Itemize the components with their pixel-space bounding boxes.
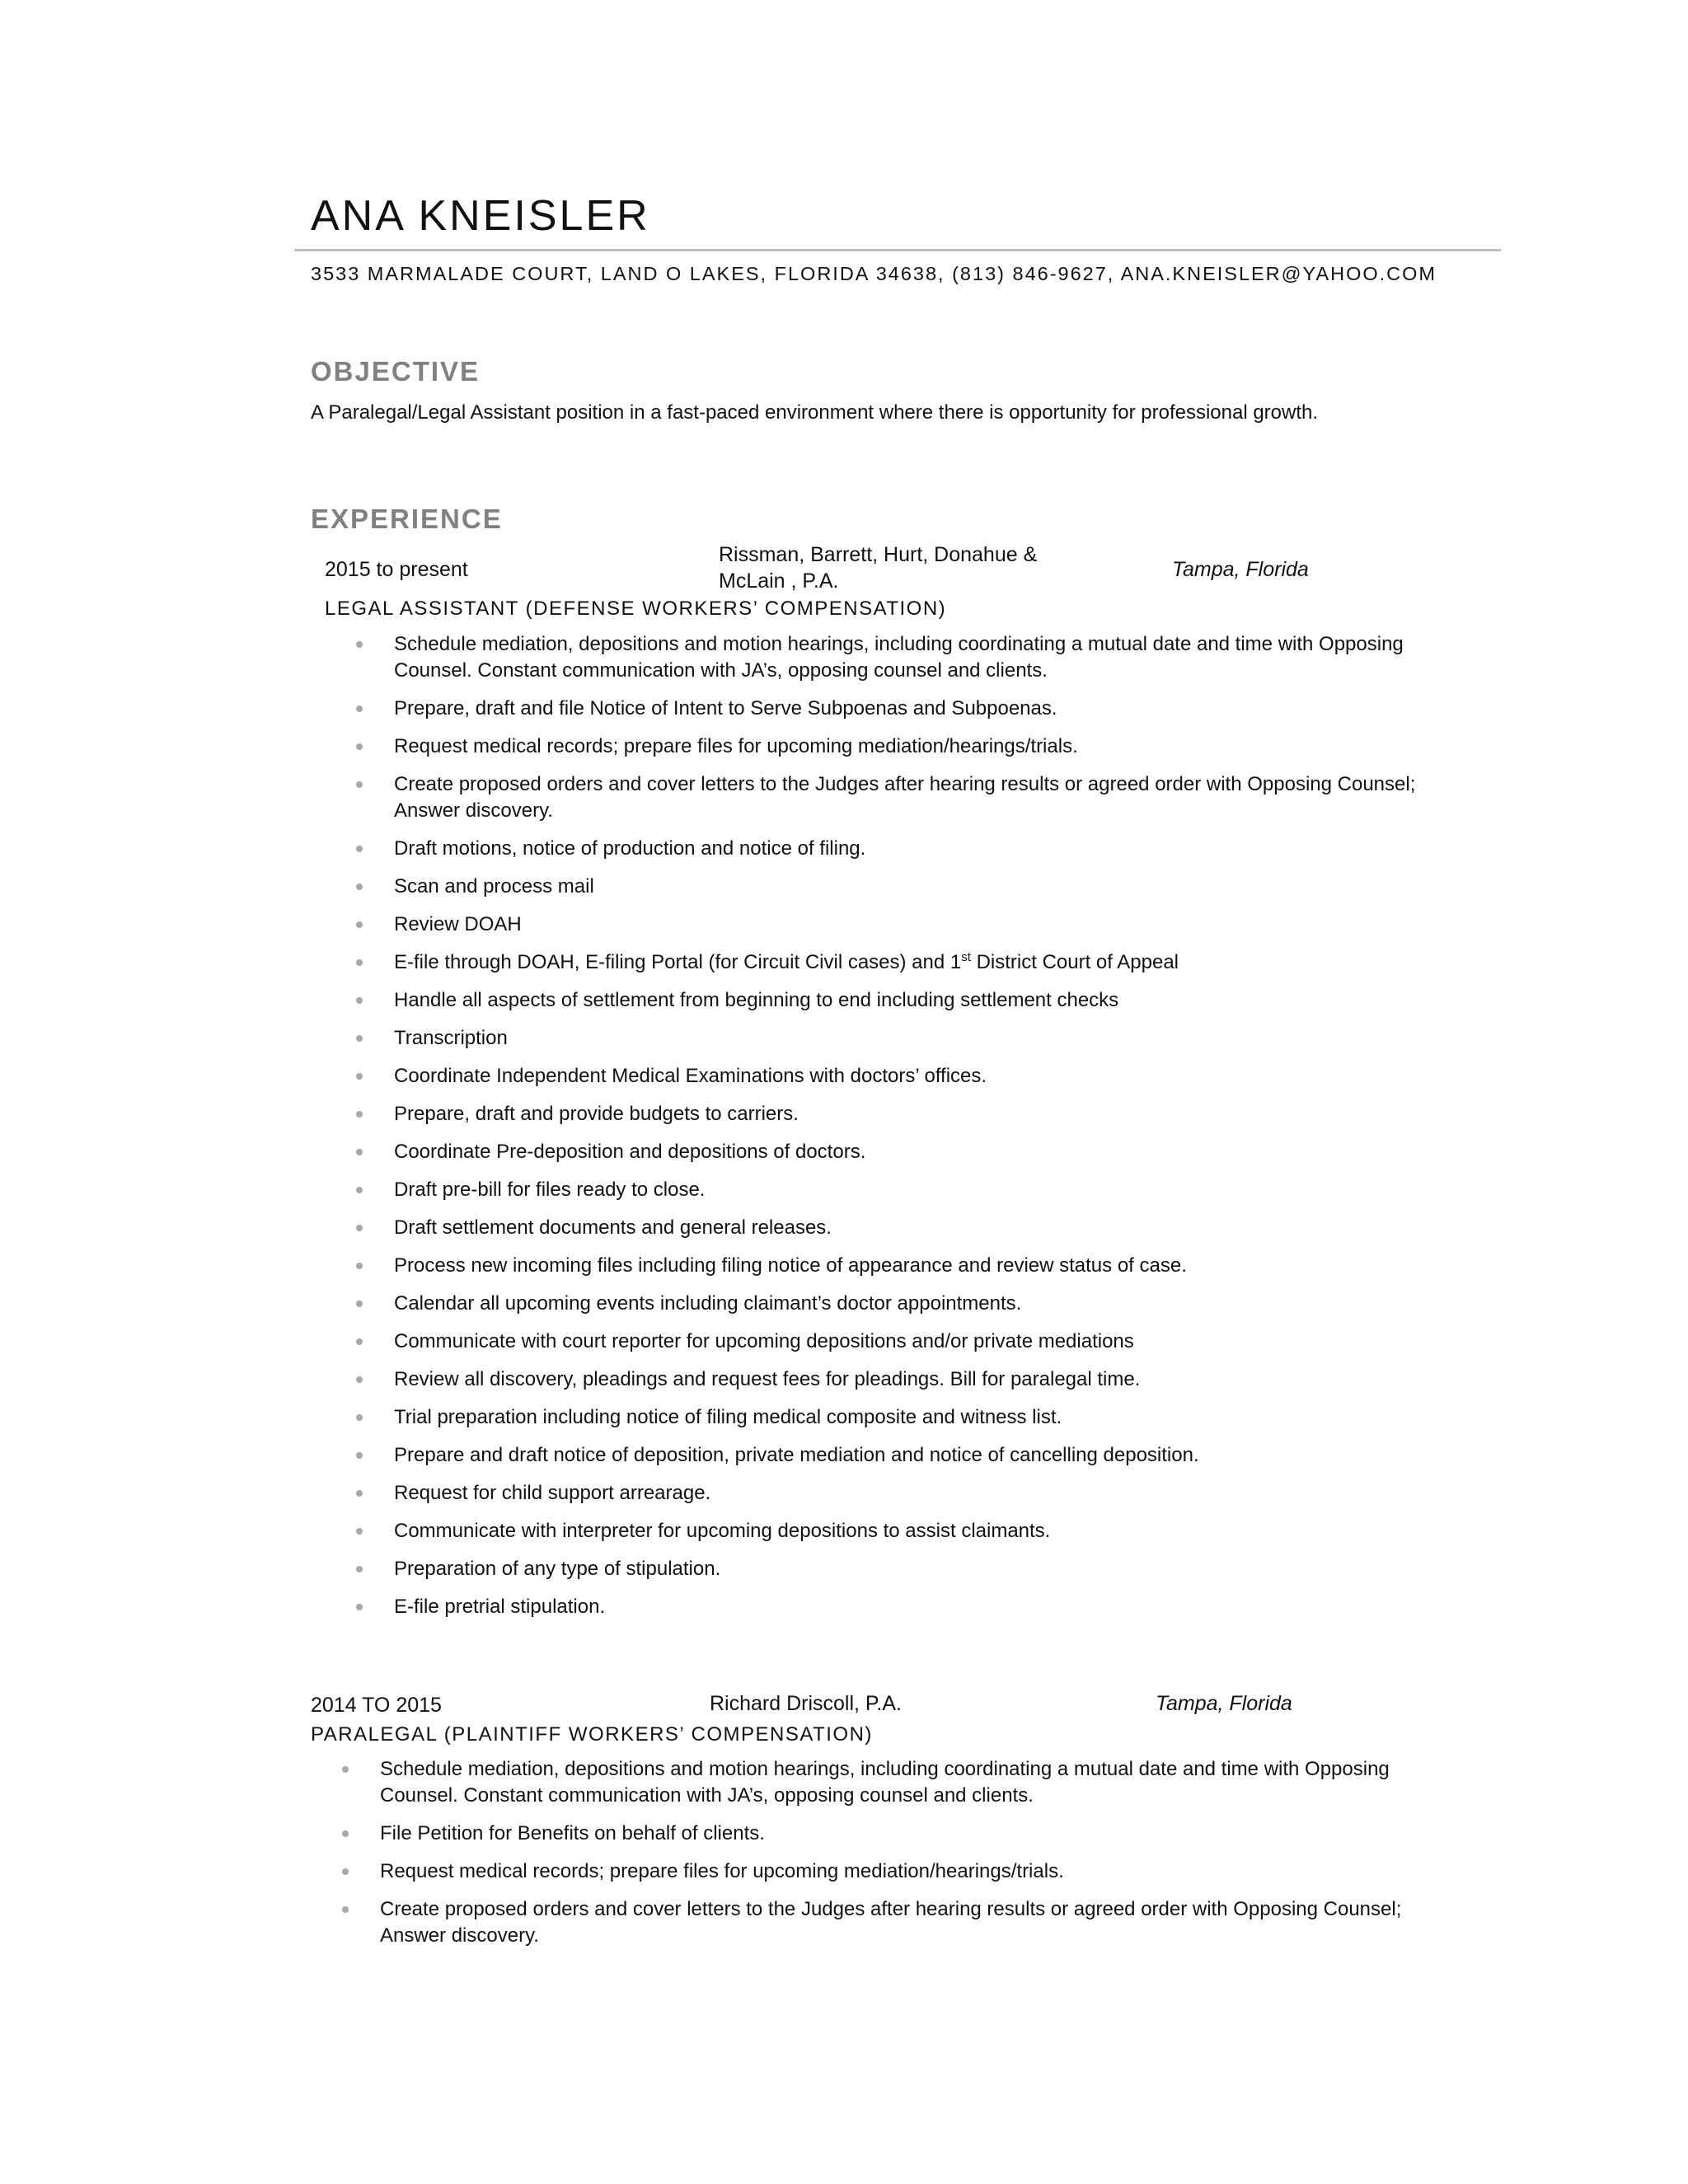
job-location: Tampa, Florida [1172, 558, 1309, 581]
list-item: Schedule mediation, depositions and motion hearings, including coordinating a mutual date and time with Opposing Counsel. Constant communication with JA’s, opposing counsel and clients. [394, 631, 1449, 684]
list-item: Coordinate Independent Medical Examinations with doctors’ offices. [394, 1063, 1449, 1090]
bullet-icon [356, 1414, 363, 1421]
bullet-icon [356, 1073, 363, 1080]
list-item: Coordinate Pre-deposition and depositions of doctors. [394, 1139, 1449, 1165]
list-item: Request medical records; prepare files for upcoming mediation/hearings/trials. [380, 1858, 1460, 1885]
job-employer: Richard Driscoll, P.A. [710, 1692, 902, 1715]
list-item: File Petition for Benefits on behalf of clients. [380, 1821, 1460, 1847]
objective-heading: OBJECTIVE [311, 356, 481, 387]
contact-line: 3533 MARMALADE COURT, LAND O LAKES, FLORIDA 34638, (813) 846-9627, ANA.KNEISLER@YAHOO.COM [311, 263, 1437, 284]
list-item: Handle all aspects of settlement from beginning to end including settlement checks [394, 987, 1449, 1014]
bullet-icon [356, 705, 363, 712]
job-location: Tampa, Florida [1156, 1692, 1292, 1715]
list-item: Preparation of any type of stipulation. [394, 1556, 1449, 1582]
bullet-icon [356, 1111, 363, 1118]
bullet-icon [356, 1490, 363, 1497]
list-item: Draft motions, notice of production and notice of filing. [394, 836, 1449, 862]
job-employer [719, 541, 1098, 594]
bullet-icon [356, 1301, 363, 1307]
bullet-icon [356, 1604, 363, 1610]
job-employer-line: Rissman, Barrett, Hurt, Donahue & [719, 543, 1038, 566]
bullet-icon [356, 641, 363, 648]
list-item: Schedule mediation, depositions and motion hearings, including coordinating a mutual date and time with Opposing Counsel. Constant communication with JA’s, opposing counsel and clients. [380, 1756, 1460, 1809]
bullet-icon [356, 1225, 363, 1231]
job-dates: 2014 TO 2015 [311, 1694, 442, 1717]
list-item: Transcription [394, 1025, 1449, 1052]
job-employer-line: McLain , P.A. [719, 569, 839, 593]
list-item: Process new incoming files including filing notice of appearance and review status of case. [394, 1253, 1449, 1279]
list-item: Calendar all upcoming events including claimant’s doctor appointments. [394, 1291, 1449, 1317]
bullet-icon [356, 1035, 363, 1042]
list-item: Request medical records; prepare files for upcoming mediation/hearings/trials. [394, 733, 1449, 760]
bullet-icon [356, 743, 363, 750]
list-item: Communicate with court reporter for upcoming depositions and/or private mediations [394, 1329, 1449, 1355]
bullet-icon [356, 1566, 363, 1572]
job-title: PARALEGAL (PLAINTIFF WORKERS’ COMPENSATION) [311, 1723, 873, 1746]
objective-text: A Paralegal/Legal Assistant position in a fast-paced environment where there is opportunity for professional growth. [311, 401, 1319, 424]
bullet-icon [356, 883, 363, 890]
list-item: Review all discovery, pleadings and request fees for pleadings. Bill for paralegal time. [394, 1366, 1449, 1393]
header-divider [294, 249, 1501, 251]
bullet-icon [356, 781, 363, 788]
list-item: Draft settlement documents and general releases. [394, 1215, 1449, 1241]
bullet-icon [356, 1338, 363, 1345]
bullet-icon [342, 1906, 349, 1913]
candidate-name: ANA KNEISLER [311, 192, 650, 240]
bullet-icon [356, 846, 363, 852]
list-item: E-file pretrial stipulation. [394, 1594, 1449, 1620]
list-item: Draft pre-bill for files ready to close. [394, 1177, 1449, 1203]
job-duties-list [394, 631, 1449, 1632]
list-item: Prepare, draft and provide budgets to carriers. [394, 1101, 1449, 1127]
bullet-icon [356, 1263, 363, 1269]
bullet-icon [356, 959, 363, 966]
bullet-icon [356, 921, 363, 928]
list-item: Trial preparation including notice of filing medical composite and witness list. [394, 1404, 1449, 1431]
experience-heading: EXPERIENCE [311, 504, 503, 534]
list-item: Prepare and draft notice of deposition, private mediation and notice of cancelling deposition. [394, 1442, 1449, 1469]
bullet-icon [356, 997, 363, 1004]
bullet-icon [356, 1528, 363, 1535]
bullet-icon [356, 1376, 363, 1383]
bullet-icon [356, 1187, 363, 1193]
list-item: Create proposed orders and cover letters to the Judges after hearing results or agreed order with Opposing Counsel; Answer discovery. [380, 1896, 1460, 1949]
list-item: Scan and process mail [394, 874, 1449, 900]
list-item: Request for child support arrearage. [394, 1480, 1449, 1507]
bullet-icon [356, 1452, 363, 1459]
job-duties-list [380, 1756, 1460, 1961]
list-item: Review DOAH [394, 912, 1449, 938]
job-title: LEGAL ASSISTANT (DEFENSE WORKERS’ COMPENSATION) [325, 598, 947, 620]
job-dates: 2015 to present [325, 558, 468, 581]
bullet-icon [356, 1149, 363, 1155]
list-item: Communicate with interpreter for upcoming depositions to assist claimants. [394, 1518, 1449, 1544]
bullet-icon [342, 1830, 349, 1837]
list-item: Create proposed orders and cover letters to the Judges after hearing results or agreed order with Opposing Counsel; Answer discovery. [394, 771, 1449, 824]
list-item: E-file through DOAH, E-filing Portal (for Circuit Civil cases) and 1st District Court of Appeal [394, 949, 1449, 976]
bullet-icon [342, 1868, 349, 1875]
list-item: Prepare, draft and file Notice of Intent to Serve Subpoenas and Subpoenas. [394, 696, 1449, 722]
bullet-icon [342, 1766, 349, 1773]
